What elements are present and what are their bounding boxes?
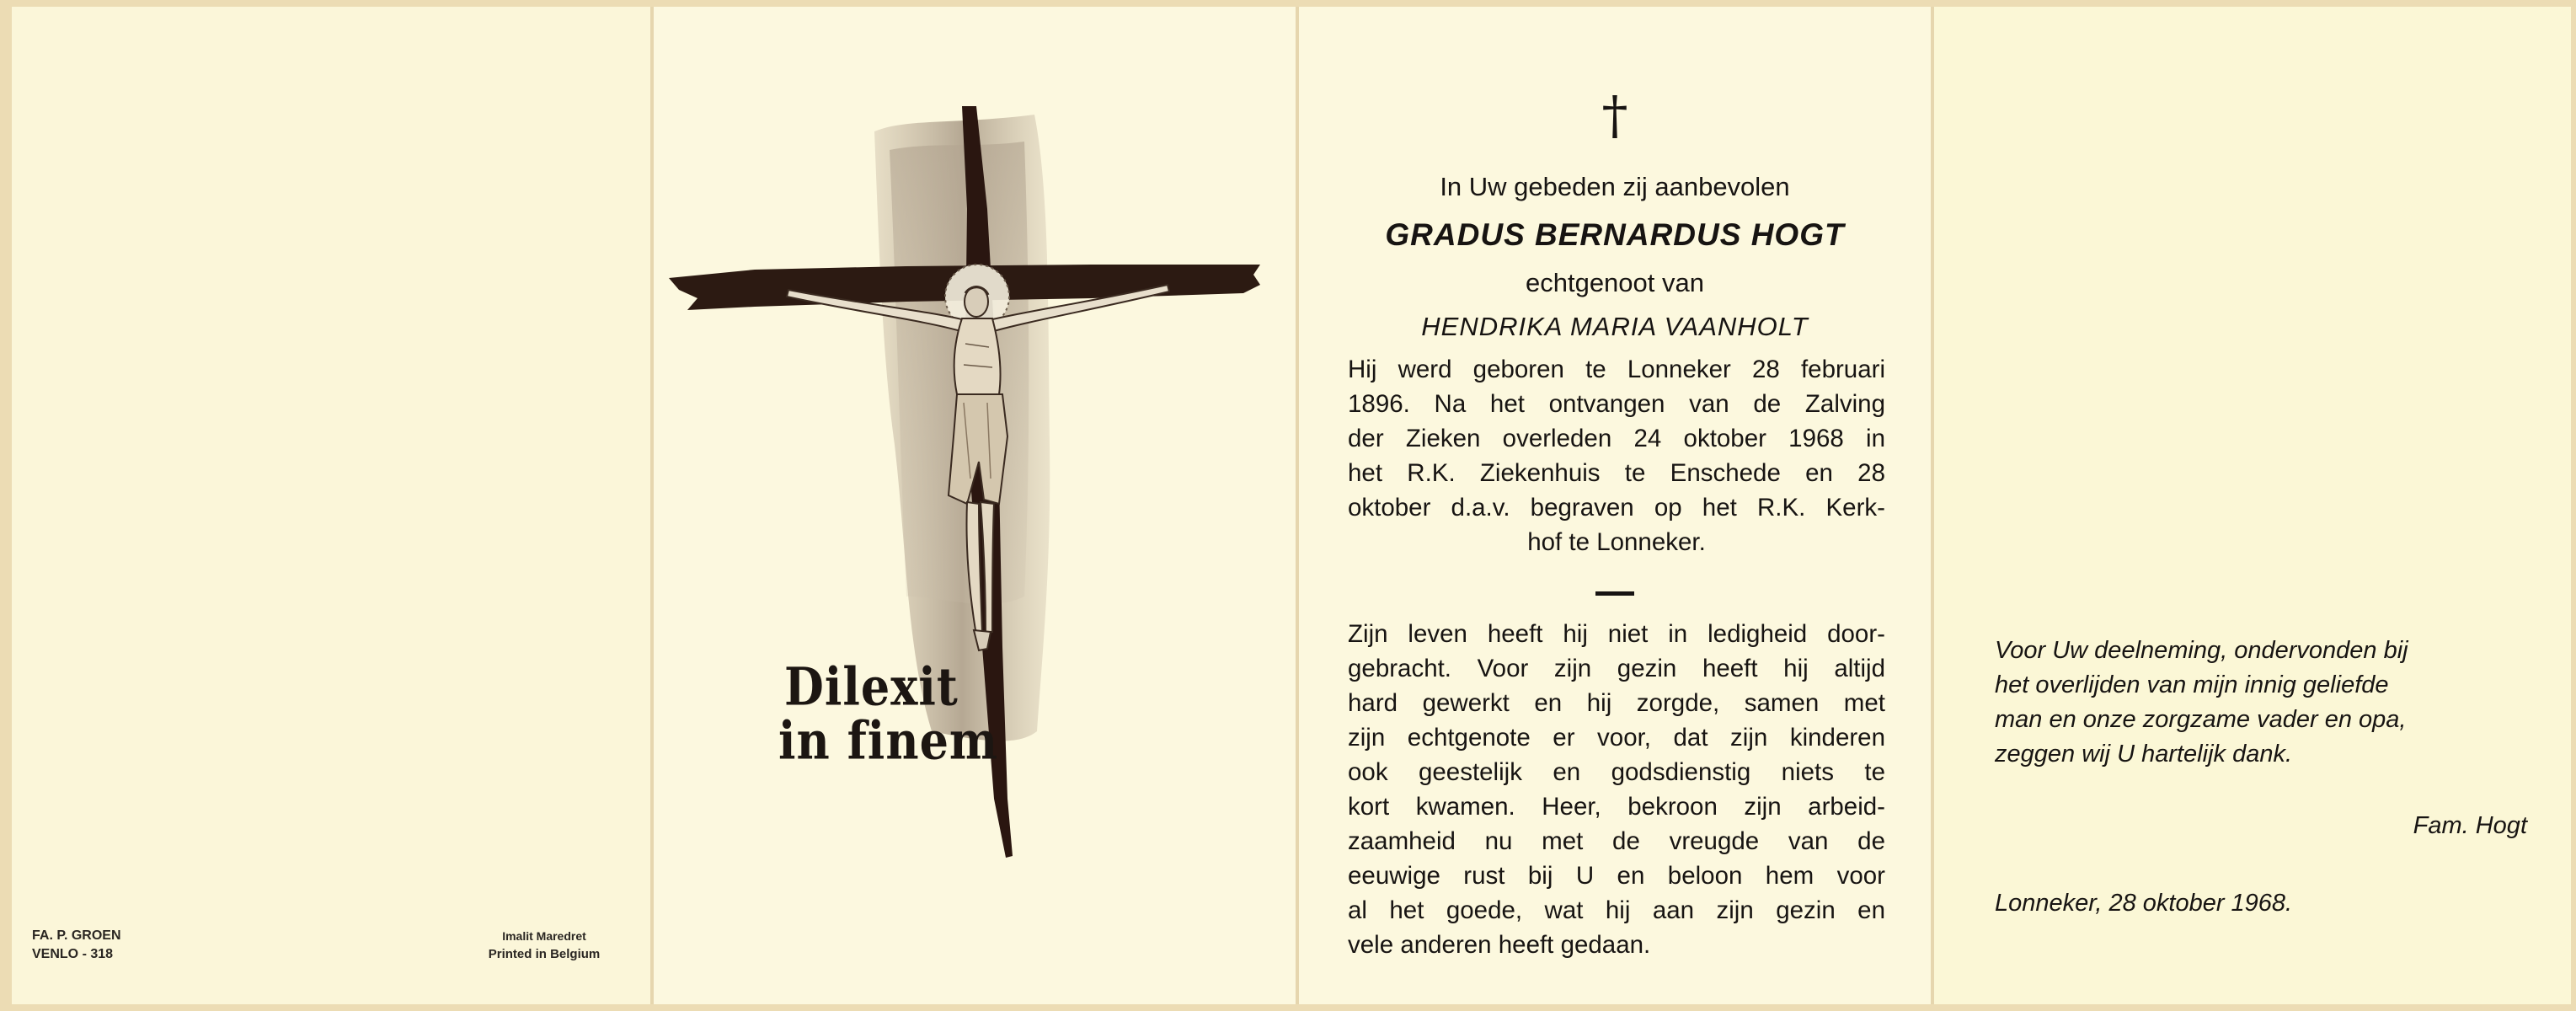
front-panel (654, 7, 1296, 1004)
biography-line: der Zieken overleden 24 oktober 1968 in (1348, 425, 1885, 452)
biography-paragraph (1348, 352, 1885, 559)
relation-line: echtgenoot van (1525, 268, 1704, 297)
tribute-line: hard gewerkt en hij zorgde, samen met (1348, 689, 1885, 717)
image-credit-line-1: Imalit Maredret (502, 929, 586, 943)
spouse-name: HENDRIKA MARIA VAANHOLT (1421, 312, 1809, 341)
biography-line: hof te Lonneker. (1527, 528, 1706, 556)
thanks-line: Voor Uw deelneming, ondervonden bij (1995, 637, 2408, 664)
tribute-line: kort kwamen. Heer, bekroon zijn arbeid- (1348, 793, 1885, 821)
thanks-line: het overlijden van mijn innig geliefde (1995, 671, 2389, 698)
tribute-line: Zijn leven heeft hij niet in ledigheid door- (1348, 620, 1885, 648)
section-divider (1595, 591, 1634, 596)
image-credit-line-2: Printed in Belgium (488, 947, 601, 961)
tribute-line: eeuwige rust bij U en beloon hem voor (1348, 862, 1885, 890)
printer-imprint (32, 927, 121, 964)
image-credit (460, 927, 628, 964)
tribute-line: gebracht. Voor zijn gezin heeft hij altijd (1348, 655, 1885, 682)
biography-line: Hij werd geboren te Lonneker 28 februari (1348, 356, 1885, 383)
place-date: Lonneker, 28 oktober 1968. (1995, 890, 2293, 917)
thanks-panel (1934, 7, 2571, 1004)
biography-line: het R.K. Ziekenhuis te Enschede en 28 (1348, 459, 1885, 487)
biography-line: oktober d.a.v. begraven op het R.K. Kerk- (1348, 494, 1885, 522)
biography-line: 1896. Na het ontvangen van de Zalving (1348, 390, 1885, 418)
crucifix-illustration (654, 7, 1296, 1004)
motto-line-2: in finem (778, 709, 999, 772)
recommendation-line: In Uw gebeden zij aanbevolen (1440, 172, 1790, 201)
tribute-line: vele anderen heeft gedaan. (1348, 931, 1651, 959)
tribute-paragraph (1348, 617, 1885, 962)
cross-icon: † (1601, 84, 1628, 146)
printer-line-1: FA. P. GROEN (32, 928, 121, 943)
motto-line-1: Dilexit (784, 655, 959, 718)
back-panel (12, 7, 650, 1004)
tribute-line: zijn echtgenote er voor, dat zijn kinderen (1348, 724, 1885, 752)
deceased-name: GRADUS BERNARDUS HOGT (1385, 217, 1845, 252)
thanks-line: man en onze zorgzame vader en opa, (1995, 706, 2407, 733)
tribute-line: zaamheid nu met de vreugde van de (1348, 827, 1885, 855)
printer-line-2: VENLO - 318 (32, 947, 114, 961)
tribute-line: al het goede, wat hij aan zijn gezin en (1348, 896, 1885, 924)
thanks-message (1995, 634, 2517, 772)
family-signature: Fam. Hogt (2413, 812, 2527, 839)
thanks-line: zeggen wij U hartelijk dank. (1995, 741, 2293, 768)
memorial-text-panel (1299, 7, 1931, 1004)
tribute-line: ook geestelijk en godsdienstig niets te (1348, 758, 1885, 786)
